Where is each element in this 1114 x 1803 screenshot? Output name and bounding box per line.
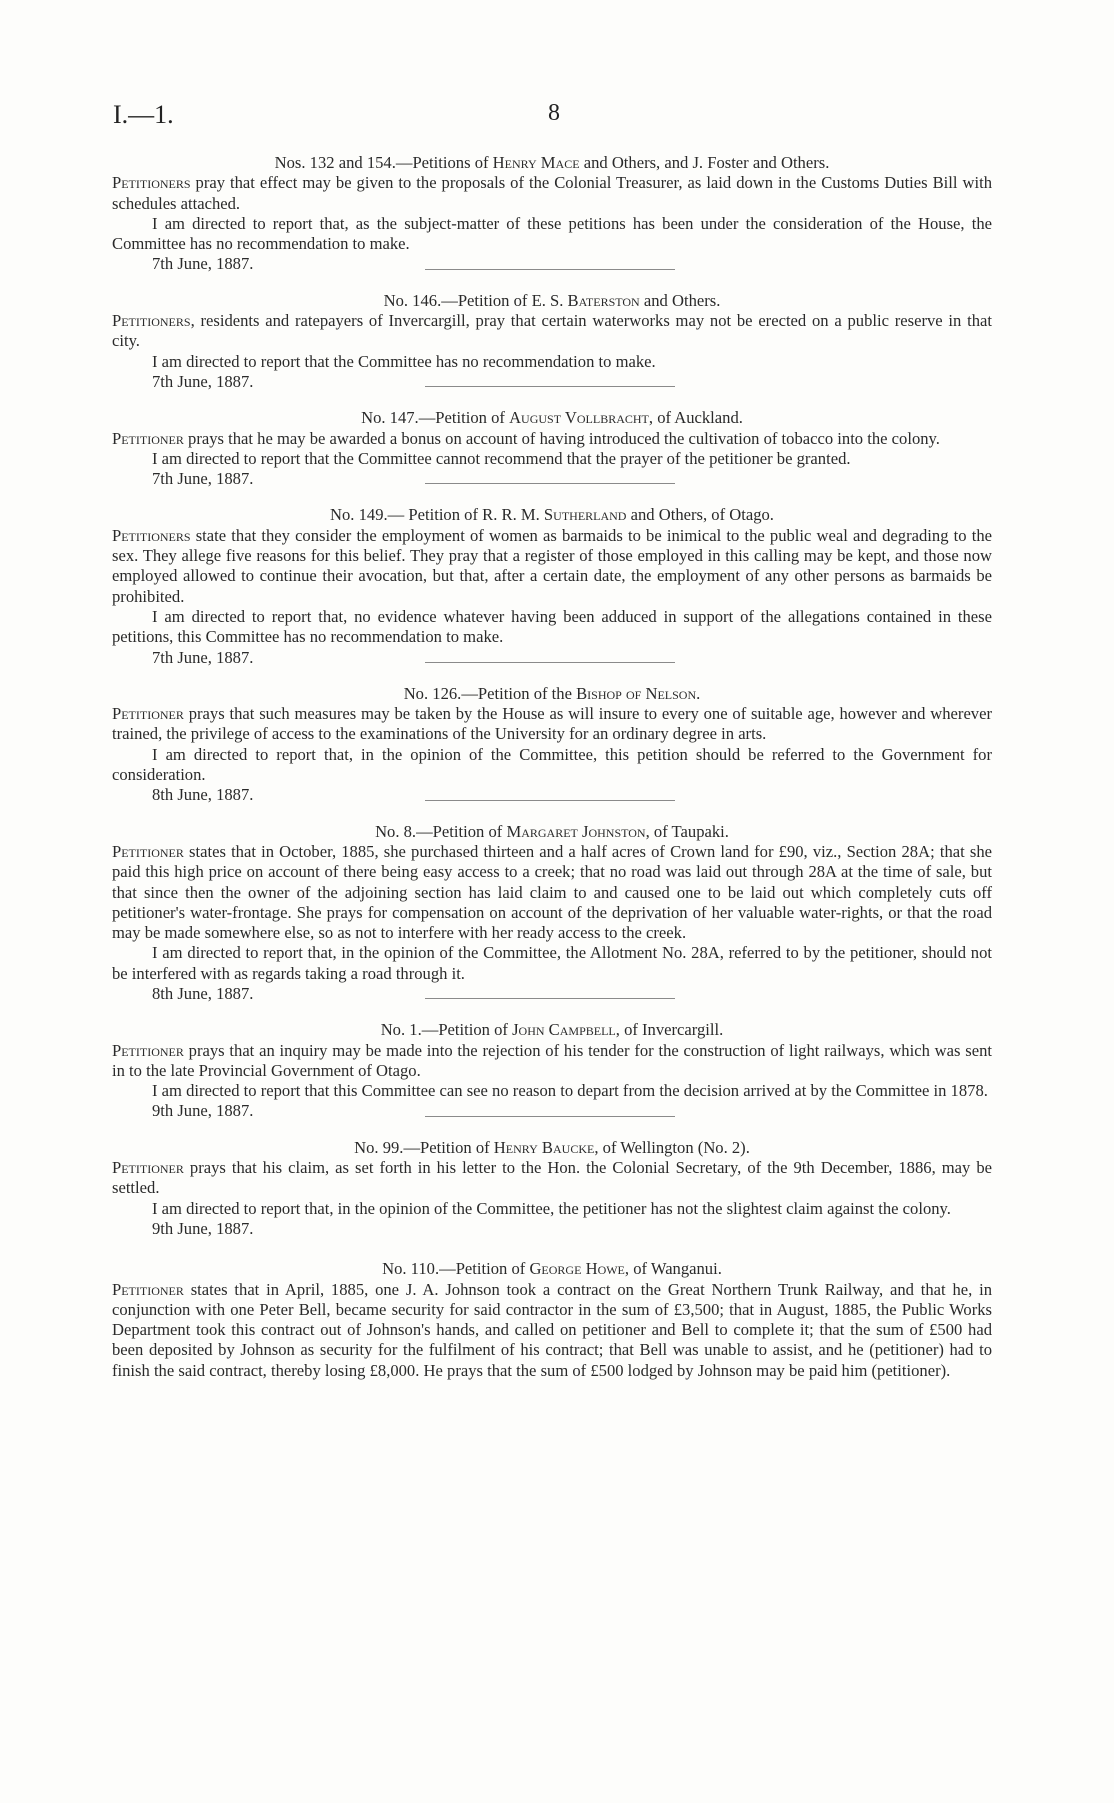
- petition-entry: [112, 505, 992, 683]
- heading-suffix: and Others, of Otago.: [626, 505, 774, 525]
- body-text: state that they consider the employment of women as barmaids to be inimical to the public weal and degrading to the sex. They allege five reasons for this belief. They pray that a register of those employed in this calling may be kept, and those now employed allowed to continue their avocation, but that, after a certain date, the employment of any other persons as barmaids be prohibited.: [112, 525, 992, 606]
- petition-entry: [112, 822, 992, 1021]
- committee-report: I am directed to report that, in the opinion of the Committee, this petition should be referred to the Government for consideration.: [112, 744, 992, 785]
- heading-prefix: Nos. 132 and 154.—Petitions of: [274, 153, 493, 172]
- committee-report: I am directed to report that, in the opinion of the Committee, the petitioner has not the slightest claim against the colony.: [152, 1198, 951, 1218]
- petition-entry: [112, 291, 992, 408]
- petitioner-name: Bishop: [576, 683, 622, 703]
- body-text: prays that he may be awarded a bonus on account of having introduced the cultivation of tobacco into the colony.: [183, 428, 940, 448]
- petition-heading: [112, 822, 992, 842]
- report-date: 7th June, 1887.: [152, 469, 254, 489]
- petition-body: [112, 173, 992, 214]
- body-text: , residents and ratepayers of Invercargill, pray that certain waterworks may not be erected on a public reserve in that city.: [112, 311, 992, 351]
- section-divider: [425, 1116, 675, 1117]
- lead-word: Petitioners: [112, 525, 191, 545]
- heading-suffix: of Nelson.: [621, 683, 701, 703]
- committee-report: I am directed to report that the Committee has no recommendation to make.: [152, 351, 656, 371]
- petition-heading: [112, 291, 992, 311]
- committee-report: I am directed to report that, no evidence whatever having been adduced in support of the allegations contained in these petitions, this Committee has no recommendation to make.: [112, 606, 992, 647]
- petition-body: [112, 704, 992, 745]
- lead-word: Petitioner: [112, 704, 184, 724]
- section-divider: [425, 662, 675, 663]
- report-date: 9th June, 1887.: [152, 1101, 254, 1121]
- heading-suffix: , of Invercargill.: [615, 1020, 724, 1040]
- petition-heading: [112, 684, 992, 704]
- body-text: prays that an inquiry may be made into the rejection of his tender for the construction of light railways, which was sent in to the late Provincial Government of Otago.: [112, 1040, 992, 1080]
- section-divider: [425, 483, 675, 484]
- heading-suffix: and Others.: [639, 290, 721, 310]
- heading-prefix: No. 147.—Petition of: [361, 408, 510, 428]
- report-date: 7th June, 1887.: [152, 647, 254, 667]
- heading-prefix: No. 8.—Petition of: [375, 821, 507, 841]
- petition-entry: [112, 1020, 992, 1137]
- paper-reference: I.—1.: [113, 100, 174, 129]
- section-divider: [425, 269, 675, 270]
- petitioner-name: Henry Mace: [492, 153, 580, 172]
- petitioner-name: George Howe: [529, 1259, 625, 1279]
- heading-prefix: No. 146.—Petition of E. S.: [383, 290, 568, 310]
- section-divider: [425, 998, 675, 999]
- petition-entry: [112, 684, 992, 822]
- petition-body: [112, 311, 992, 352]
- petition-body: [112, 1280, 992, 1381]
- page-number: 8: [548, 100, 560, 126]
- body-text: states that in October, 1885, she purchased thirteen and a half acres of Crown land for £90, viz., Section 28A; that she paid this high price on account of there being easy access to a creek; that no road was laid out through 28A at the time of sale, but that since then the owner of the adjoining section has laid claim to and caused one to be laid out which completely cuts off petitioner's water-frontage. She prays for compensation on account of the deprivation of her valuable water-rights, or that the road may be made somewhere else, so as not to interfere with her ready access to the creek.: [112, 841, 992, 943]
- heading-suffix: and Others, and J. Foster and Others.: [579, 153, 830, 172]
- section-divider: [425, 800, 675, 801]
- body-text: prays that his claim, as set forth in his letter to the Hon. the Colonial Secretary, of the 9th December, 1886, may be settled.: [112, 1158, 992, 1198]
- heading-prefix: No. 1.—Petition of: [380, 1020, 513, 1040]
- petitioner-name: Sutherland: [543, 505, 627, 525]
- heading-prefix: No. 99.—Petition of: [354, 1137, 494, 1157]
- petitioner-name: Henry Baucke: [493, 1137, 595, 1157]
- petitioner-name: Margaret Johnston: [506, 821, 646, 841]
- body-text: states that in April, 1885, one J. A. Johnson took a contract on the Great Northern Trunk Railway, and that he, in conjunction with one Peter Bell, became security for said contractor in the sum of £3,500; that in August, 1885, the Public Works Department took this contract out of Johnson's hands, and called on petitioner and Bell to complete it; that the sum of £500 had been deposited by Johnson as security for the fulfilment of his contract; that Bell was unable to assist, and he (petitioner) had to finish the said contract, thereby losing £8,000. He prays that the sum of £500 lodged by Johnson may be paid him (petitioner).: [112, 1279, 992, 1380]
- heading-suffix: , of Wellington (No. 2).: [594, 1137, 750, 1157]
- petition-entry: [112, 408, 992, 505]
- petition-heading: [112, 408, 992, 428]
- petition-heading: [112, 1138, 992, 1158]
- heading-prefix: No. 126.—Petition of the: [403, 683, 577, 703]
- petition-body: [112, 429, 992, 449]
- section-divider: [425, 386, 675, 387]
- heading-suffix: , of Wanganui.: [624, 1259, 722, 1279]
- petition-entry: [112, 1138, 992, 1259]
- committee-report: I am directed to report that this Committee can see no reason to depart from the decision arrived at by the Committee in 1878.: [152, 1081, 988, 1101]
- lead-word: Petitioner: [112, 1279, 184, 1299]
- report-date: 8th June, 1887.: [152, 983, 254, 1003]
- petition-heading: [112, 153, 992, 173]
- petitioner-name: August Vollbracht: [509, 408, 649, 428]
- heading-suffix: , of Taupaki.: [645, 821, 729, 841]
- committee-report: I am directed to report that the Committee cannot recommend that the prayer of the petitioner be granted.: [152, 448, 851, 468]
- lead-word: Petitioner: [112, 1040, 184, 1060]
- petitioner-name: Baterston: [567, 290, 640, 310]
- lead-word: Petitioner: [112, 428, 184, 448]
- petition-body: [112, 1041, 992, 1082]
- petition-body: [112, 842, 992, 943]
- petition-body: [112, 526, 992, 607]
- report-date: 9th June, 1887.: [152, 1218, 254, 1238]
- body-text: pray that effect may be given to the proposals of the Colonial Treasurer, as laid down in the Customs Duties Bill with schedules attached.: [112, 173, 992, 213]
- body-text: prays that such measures may be taken by the House as will insure to every one of suitable age, however and wherever trained, the privilege of access to the examinations of the University for an ordinary degree in arts.: [112, 704, 992, 744]
- report-date: 8th June, 1887.: [152, 785, 254, 805]
- petition-heading: [112, 505, 992, 525]
- lead-word: Petitioner: [112, 841, 184, 861]
- lead-word: Petitioner: [112, 1158, 184, 1178]
- report-date: 7th June, 1887.: [152, 371, 254, 391]
- petitions-content: [112, 153, 992, 1381]
- petition-heading: [112, 1259, 992, 1279]
- lead-word: Petitioners: [112, 173, 191, 193]
- lead-word: Petitioners: [112, 311, 191, 331]
- heading-suffix: , of Auckland.: [648, 408, 743, 428]
- report-date: 7th June, 1887.: [152, 254, 254, 274]
- petition-entry: [112, 153, 992, 291]
- heading-prefix: No. 110.—Petition of: [382, 1259, 530, 1279]
- petition-body: [112, 1158, 992, 1199]
- committee-report: I am directed to report that, as the subject-matter of these petitions has been under the consideration of the House, the Committee has no recommendation to make.: [112, 213, 992, 254]
- heading-prefix: No. 149.— Petition of R. R. M.: [330, 505, 544, 525]
- petition-entry: [112, 1259, 992, 1381]
- committee-report: I am directed to report that, in the opinion of the Committee, the Allotment No. 28A, referred to by the petitioner, should not be interfered with as regards taking a road through it.: [112, 943, 992, 983]
- petition-heading: [112, 1020, 992, 1040]
- petitioner-name: John Campbell: [512, 1020, 616, 1040]
